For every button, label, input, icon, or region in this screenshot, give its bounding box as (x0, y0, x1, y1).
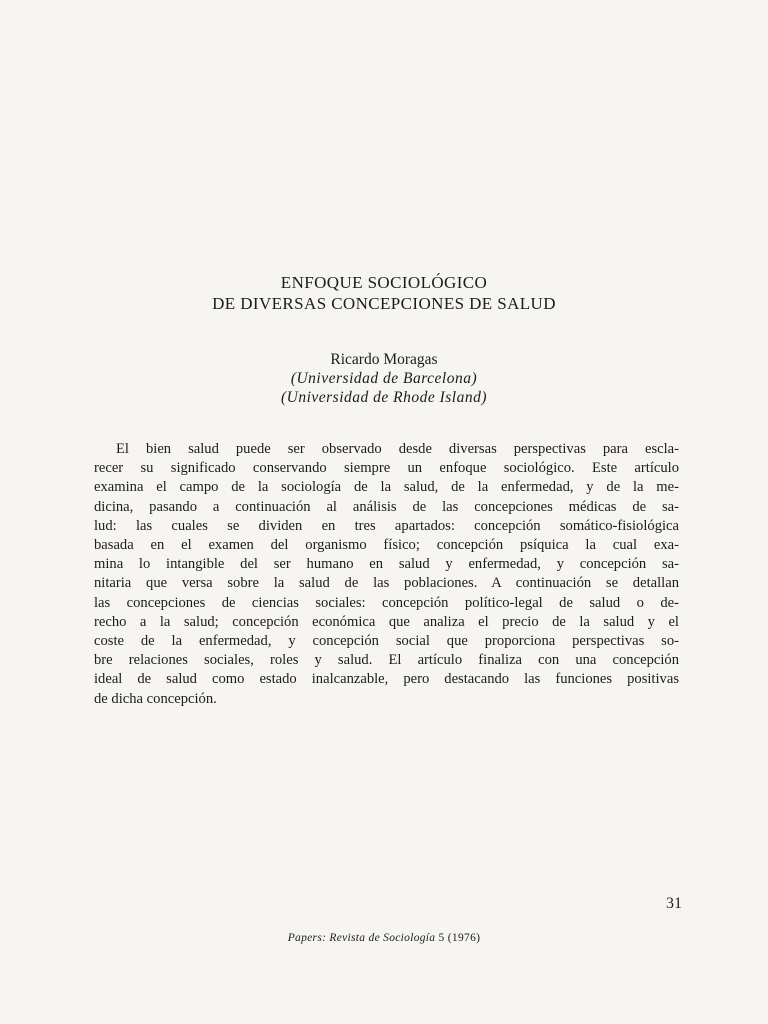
abstract-line: ideal de salud como estado inalcanzable, pero destacando las funciones positivas (94, 671, 679, 688)
journal-footer (0, 932, 768, 944)
abstract-line: lud: las cuales se dividen en tres apartados: concepción somático-fisiológica (94, 517, 679, 534)
abstract-line: basada en el examen del organismo físico; concepción psíquica la cual exa- (94, 537, 679, 554)
abstract-line: las concepciones de ciencias sociales: concepción político-legal de salud o de- (94, 594, 679, 611)
abstract-line: El bien salud puede ser observado desde diversas perspectivas para escla- (116, 441, 679, 457)
abstract-line: de dicha concepción. (94, 690, 217, 707)
author-block (0, 350, 768, 407)
author-name: Ricardo Moragas (330, 351, 438, 368)
abstract-line: recer su significado conservando siempre un enfoque sociológico. Este artículo (94, 460, 679, 477)
abstract-line: coste de la enfermedad, y concepción social que proporciona perspectivas so- (94, 633, 679, 650)
abstract-line: mina lo intangible del ser humano en salud y enfermedad, y concepción sa- (94, 556, 679, 573)
article-title (0, 272, 768, 314)
title-line-2: DE DIVERSAS CONCEPCIONES DE SALUD (212, 294, 556, 313)
title-line-1: ENFOQUE SOCIOLÓGICO (280, 273, 488, 292)
abstract-line: examina el campo de la sociología de la salud, de la enfermedad, y de la me- (94, 479, 679, 496)
abstract-line: dicina, pasando a continuación al análisis de las concepciones médicas de sa- (94, 498, 679, 515)
page-number: 31 (666, 895, 682, 912)
footer-volume: 5 (438, 932, 445, 944)
footer-year: (1976) (447, 932, 481, 944)
author-affiliation-2: (Universidad de Rhode Island) (280, 389, 488, 406)
abstract-line: nitaria que versa sobre la salud de las poblaciones. A continuación se detallan (94, 575, 679, 592)
abstract-line: bre relaciones sociales, roles y salud. El artículo finaliza con una concepción (94, 652, 679, 669)
author-affiliation-1: (Universidad de Barcelona) (290, 370, 478, 387)
footer-journal: Papers: Revista de Sociología (287, 932, 436, 944)
abstract (94, 440, 679, 709)
abstract-line: recho a la salud; concepción económica que analiza el precio de la salud y el (94, 613, 679, 630)
